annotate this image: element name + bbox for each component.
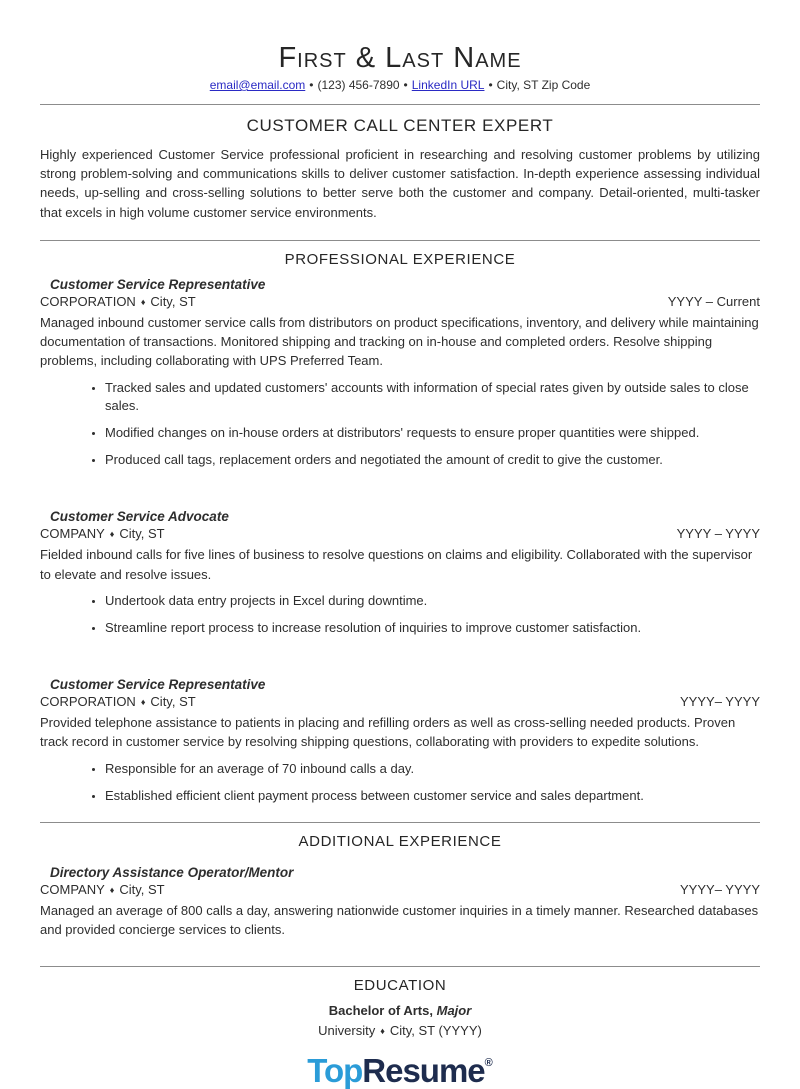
job-entry — [40, 865, 760, 939]
company-city: City, ST — [150, 694, 196, 710]
job-description: Managed inbound customer service calls from distributors on product specifications, inventory, and delivery while maintaining documentation of transactions. Monitored shipping and tracking on in-house and completed orders. Resolve shipping problems, including collaborating with UPS Preferred Team. — [40, 314, 759, 369]
school-line — [40, 1023, 760, 1038]
degree-name: Bachelor of Arts, — [328, 1002, 433, 1018]
job-bullet: • Tracked sales and updated customers' accounts with information of special rates given by outside sales to close sales. — [105, 379, 760, 415]
job-dates: YYYY – Current — [667, 293, 760, 309]
job-bullet-list — [40, 760, 760, 805]
diamond-icon: ♦ — [140, 296, 146, 307]
section-heading: EDUCATION — [353, 976, 447, 994]
company-location — [40, 526, 165, 541]
degree-line — [40, 1003, 760, 1018]
company-row — [40, 882, 760, 897]
company-row — [40, 694, 760, 709]
job-description: Managed an average of 800 calls a day, answering nationwide customer inquiries in a timely manner. Researched databases and provided concierge services to clients. — [40, 903, 759, 938]
location-text: City, ST Zip Code — [496, 78, 591, 92]
section-divider — [40, 240, 760, 241]
section-divider — [40, 104, 760, 105]
company-city: City, ST — [119, 526, 165, 542]
job-entry — [40, 677, 760, 805]
university-location: City, ST (YYYY) — [389, 1022, 482, 1038]
job-description: Provided telephone assistance to patients in placing and refilling orders as well as cross-selling needed products. Proven track record in customer service by resolving shipping questions, collaborating with providers to expedite solutions. — [40, 715, 736, 750]
company-city: City, ST — [150, 293, 196, 309]
email-link[interactable]: email@email.com — [209, 78, 306, 92]
university-name: University — [318, 1022, 376, 1038]
topresume-logo — [40, 1051, 760, 1089]
job-dates: YYYY– YYYY — [680, 694, 760, 710]
degree-major: Major — [436, 1002, 472, 1018]
job-entry — [40, 277, 760, 469]
phone-number: (123) 456-7890 — [317, 78, 400, 92]
company-location — [40, 294, 196, 309]
diamond-icon: ♦ — [140, 697, 146, 708]
job-title: Customer Service Representative — [50, 677, 266, 693]
job-bullet: • Established efficient client payment process between customer service and sales department. — [105, 787, 760, 805]
job-bullet: • Streamline report process to increase resolution of inquiries to improve customer satisfaction. — [105, 619, 760, 637]
resume-headline: CUSTOMER CALL CENTER EXPERT — [246, 116, 554, 135]
contact-line — [40, 78, 760, 92]
contact-separator-icon: • — [403, 78, 408, 92]
company-location — [40, 694, 196, 709]
section-divider — [40, 822, 760, 823]
job-title: Customer Service Representative — [50, 276, 266, 292]
registered-trademark-icon: ® — [484, 1056, 493, 1069]
logo-text-resume: Resume — [362, 1051, 485, 1089]
linkedin-link[interactable]: LinkedIn URL — [411, 78, 485, 92]
section-divider — [40, 966, 760, 967]
company-name: CORPORATION — [40, 694, 136, 710]
company-name: CORPORATION — [40, 293, 136, 309]
summary-paragraph: Highly experienced Customer Service professional proficient in researching and resolving customer problems by utilizing strong problem-solving and communications skills to deliver customer satisfaction. In-depth experience assessing individual needs, up-selling and cross-selling solutions to better serve both the customer and company. Detail-oriented, multi-tasker that excels in high volume customer service environments. — [40, 147, 760, 220]
company-city: City, ST — [119, 882, 165, 898]
company-row — [40, 526, 760, 541]
job-title: Directory Assistance Operator/Mentor — [50, 865, 294, 881]
section-heading: ADDITIONAL EXPERIENCE — [298, 833, 502, 851]
company-row — [40, 294, 760, 309]
professional-experience-section — [40, 251, 760, 805]
diamond-icon: ♦ — [109, 529, 115, 540]
job-dates: YYYY– YYYY — [680, 882, 760, 898]
job-bullet-list — [40, 592, 760, 637]
job-entry — [40, 509, 760, 637]
contact-separator-icon: • — [488, 78, 493, 92]
logo-text-top: Top — [307, 1051, 363, 1089]
job-dates: YYYY – YYYY — [676, 526, 760, 542]
job-bullet-list — [40, 379, 760, 470]
person-name: First & Last Name — [278, 42, 522, 74]
contact-separator-icon: • — [309, 78, 314, 92]
additional-experience-section — [40, 833, 760, 939]
job-description: Fielded inbound calls for five lines of business to resolve questions on claims and eligibility. Collaborated with the supervisor to elevate and resolve issues. — [40, 547, 753, 582]
job-bullet: • Undertook data entry projects in Excel during downtime. — [105, 592, 760, 610]
job-title: Customer Service Advocate — [50, 509, 229, 525]
job-bullet: • Modified changes on in-house orders at distributors' requests to ensure proper quantities were shipped. — [105, 424, 760, 442]
company-name: COMPANY — [40, 882, 105, 898]
company-name: COMPANY — [40, 526, 105, 542]
company-location — [40, 882, 165, 897]
resume-header — [40, 42, 760, 92]
diamond-icon: ♦ — [109, 885, 115, 896]
section-heading: PROFESSIONAL EXPERIENCE — [284, 250, 516, 268]
job-bullet: • Responsible for an average of 70 inbound calls a day. — [105, 760, 760, 778]
diamond-icon: ♦ — [380, 1025, 385, 1036]
job-bullet: • Produced call tags, replacement orders and negotiated the amount of credit to give the customer. — [105, 451, 760, 469]
education-section — [40, 977, 760, 1038]
